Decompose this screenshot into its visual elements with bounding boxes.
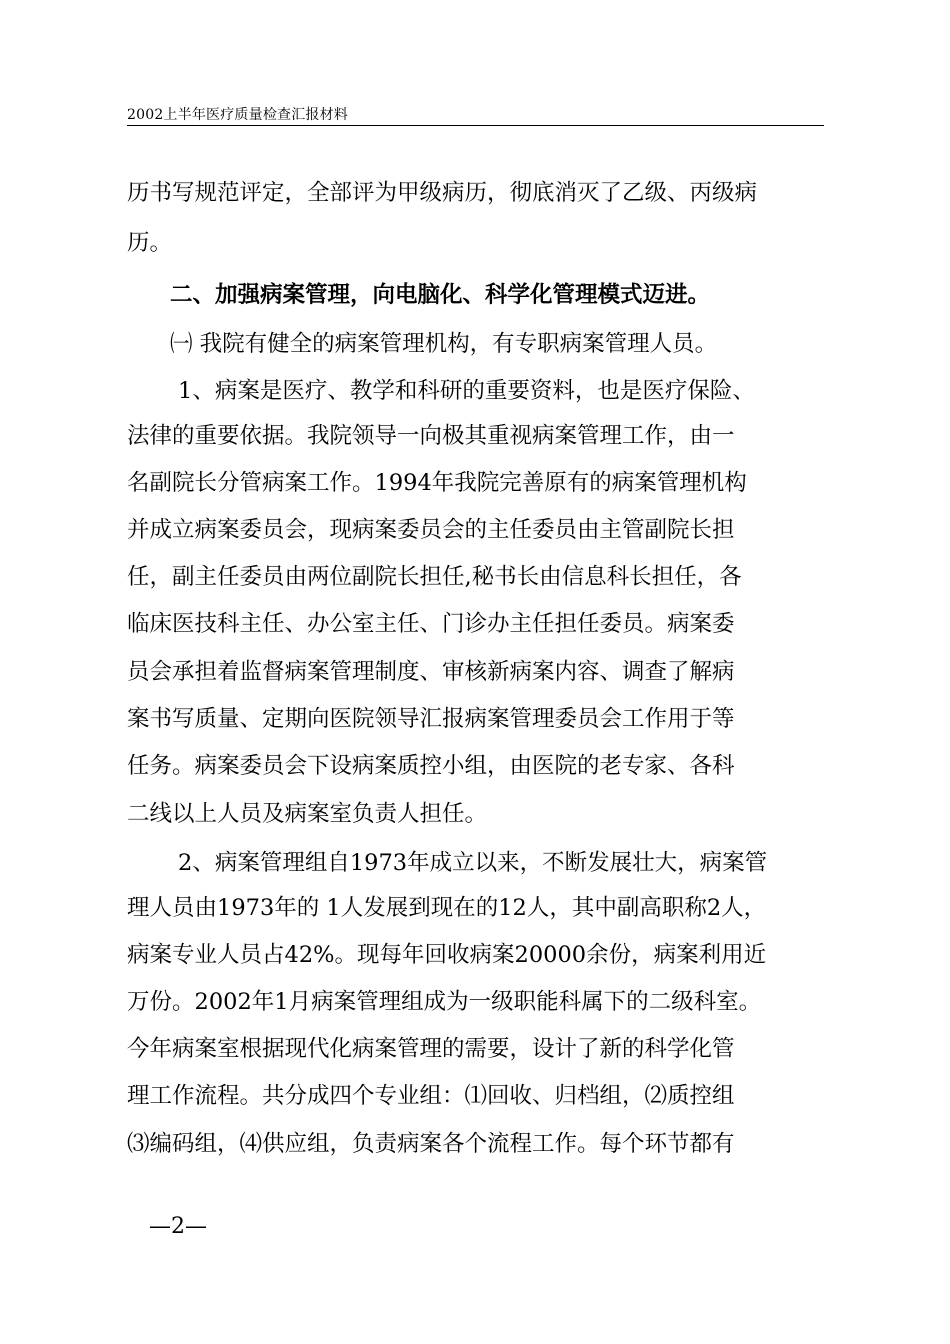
body-line: 二线以上人员及病案室负责人担任。 bbox=[127, 801, 488, 827]
body-line: 1、病案是医疗、教学和科研的重要资料，也是医疗保险、 bbox=[178, 378, 755, 404]
body-line: 临床医技科主任、办公室主任、门诊办主任担任委员。病案委 bbox=[127, 611, 735, 637]
body-line: 法律的重要依据。我院领导一向极其重视病案管理工作，由一 bbox=[127, 423, 735, 449]
body-line: 病案专业人员占42%。现每年回收病案20000余份，病案利用近 bbox=[127, 942, 767, 968]
body-line: ⑶编码组，⑷供应组，负责病案各个流程工作。每个环节都有 bbox=[127, 1131, 735, 1157]
body-line: 历。 bbox=[127, 230, 173, 256]
page-header bbox=[127, 103, 824, 126]
body-line: 并成立病案委员会，现病案委员会的主任委员由主管副院长担 bbox=[127, 517, 735, 543]
page-number: —2— bbox=[149, 1214, 207, 1239]
body-line: 2、病案管理组自1973年成立以来，不断发展壮大，病案管 bbox=[178, 850, 768, 876]
section-heading: 二、加强病案管理，向电脑化、科学化管理模式迈进。 bbox=[170, 282, 711, 308]
header-title: 2002上半年医疗质量检查汇报材料 bbox=[127, 107, 349, 123]
body-line: 万份。2002年1月病案管理组成为一级职能科属下的二级科室。 bbox=[127, 989, 762, 1015]
subsection-heading: ㈠ 我院有健全的病案管理机构，有专职病案管理人员。 bbox=[170, 331, 718, 357]
body-line: 案书写质量、定期向医院领导汇报病案管理委员会工作用于等 bbox=[127, 706, 735, 732]
body-line: 员会承担着监督病案管理制度、审核新病案内容、调查了解病 bbox=[127, 659, 735, 685]
body-line: 理工作流程。共分成四个专业组：⑴回收、归档组，⑵质控组 bbox=[127, 1083, 735, 1109]
body-line: 理人员由1973年的 1人发展到现在的12人，其中副高职称2人， bbox=[127, 895, 767, 921]
body-line: 名副院长分管病案工作。1994年我院完善原有的病案管理机构 bbox=[127, 470, 747, 496]
body-line: 今年病案室根据现代化病案管理的需要，设计了新的科学化管 bbox=[127, 1036, 735, 1062]
body-line: 任务。病案委员会下设病案质控小组，由医院的老专家、各科 bbox=[127, 753, 735, 779]
body-line: 历书写规范评定，全部评为甲级病历，彻底消灭了乙级、丙级病 bbox=[127, 180, 758, 206]
body-line: 任，副主任委员由两位副院长担任,秘书长由信息科长担任，各 bbox=[127, 564, 742, 590]
